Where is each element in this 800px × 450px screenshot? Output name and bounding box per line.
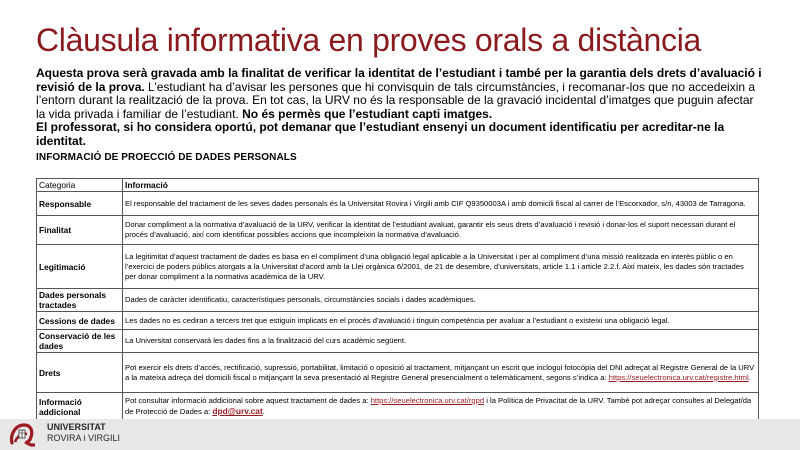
urv-logo-icon [9,421,35,447]
row-category: Dades personals tractades [37,289,123,312]
row-category: Legitimació [37,245,123,289]
rights-text: Pot exercir els drets d’accés, rectificació, supressió, portabilitat, limitació o oposició al tractament, mitjançant un escrit que inclogui fotocòpia del DNI adreçat al Registre General de la URV a la mateixa adreça del domicili fiscal o mitjançant la seva presentació al Registre General presencialment o telemàticament, segons s’indica a: [125,362,755,382]
dpd-email-link[interactable]: dpd@urv.cat [212,406,263,416]
intro-bold-3: El professorat, si ho considera oportú, pot demanar que l’estudiant ensenyi un document identificatiu per acreditar-ne la identitat. [36,120,725,148]
registre-link[interactable]: https://seuelectronica.urv.cat/registre.html [608,372,749,382]
university-name [47,422,120,444]
intro-text [36,67,766,149]
table-row [37,353,759,393]
table-header-row [37,179,759,192]
row-category: Responsable [37,192,123,216]
row-info [123,393,759,421]
intro-bold-1: Aquesta prova serà gravada amb la finalitat de verificar la identitat de l’estudiant i també per la garantia dels drets d’avaluació i revisió de la prova. [36,66,762,94]
page-title: Clàusula informativa en proves orals a distància [36,22,702,58]
table-row [37,330,759,353]
table-row [37,393,759,421]
row-category: Finalitat [37,216,123,245]
rights-text-end: . [748,372,751,382]
additional-text: Pot consultar informació addicional sobre aquest tractament de dades a: [125,396,371,405]
row-info: El responsable del tractament de les seves dades personals és la Universitat Rovira i Virgili amb CIF Q9350003A i amb domicili fiscal al carrer de l’Escorxador, s/n, 43003 de Tarragona. [123,192,759,216]
row-info: Les dades no es cediran a tercers tret que estiguin implicats en el procés d’avaluació i tinguin competència per avaluar a l’estudiant o existeixi una obligació legal. [123,312,759,330]
row-info: Dades de caràcter identificatiu, característiques personals, circumstàncies socials i dades acadèmiques. [123,289,759,312]
header-info: Informació [123,179,759,192]
table-row [37,289,759,312]
table-row [37,192,759,216]
row-info: La legitimitat d’aquest tractament de dades es basa en el compliment d’una obligació legal aplicable a la Universitat i per al compliment d’una missió realitzada en interès públic o en l’exercici de poders públics atorgats a la Universitat d’acord amb la Llei orgànica 6/2001, de 21 de desembre, d’universitats, article 1.1 i article 2.2.f. Així mateix, les dades són tractades per donar compliment a la normativa acadèmica de la URV. [123,245,759,289]
row-category: Informació addicional [37,393,123,421]
row-category: Cessions de dades [37,312,123,330]
section-heading: INFORMACIÓ DE PROECCIÓ DE DADES PERSONALS [36,152,297,163]
rgpd-link[interactable]: https://seuelectronica.urv.cat/rgpd [370,396,485,405]
intro-normal-1: L’estudiant ha d’avisar les persones que hi convisquin de tals circumstàncies, i recomanar-los que no accedeixin a l’entorn durant la realització de la prova. En tot cas, la URV no és la responsable de la gravació incidental d’imatges que puguin afectar la vida privada i familiar de l’estudiant. [36,79,756,121]
row-category: Drets [37,353,123,393]
table-row [37,245,759,289]
additional-text-middle: i la Política de Privacitat de la URV. També pot adreçar consultes al Delegat/da de Protecció de Dades a: [125,396,752,416]
table-row [37,312,759,330]
data-protection-table [36,178,759,421]
table-row [37,216,759,245]
row-info: Donar compliment a la normativa d’avaluació de la URV, verificar la identitat de l’estudiant avaluat, garantir els seus drets d’avaluació i revisió i donar-los el suport necessari durant el procés d’avaluació, així com identificar possibles accions que incompleixin la normativa d’avaluació. [123,216,759,245]
row-info: La Universitat conservarà les dades fins a la finalització del curs acadèmic següent. [123,330,759,353]
additional-text-end: . [262,407,265,416]
row-info [123,353,759,393]
row-category: Conservació de les dades [37,330,123,353]
header-category: Categoria [37,179,123,192]
logo-line-1: UNIVERSITAT [47,422,106,432]
intro-bold-2: No és permès que l’estudiant capti imatges. [242,106,493,121]
logo-line-2: ROVIRA i VIRGILI [47,433,121,443]
